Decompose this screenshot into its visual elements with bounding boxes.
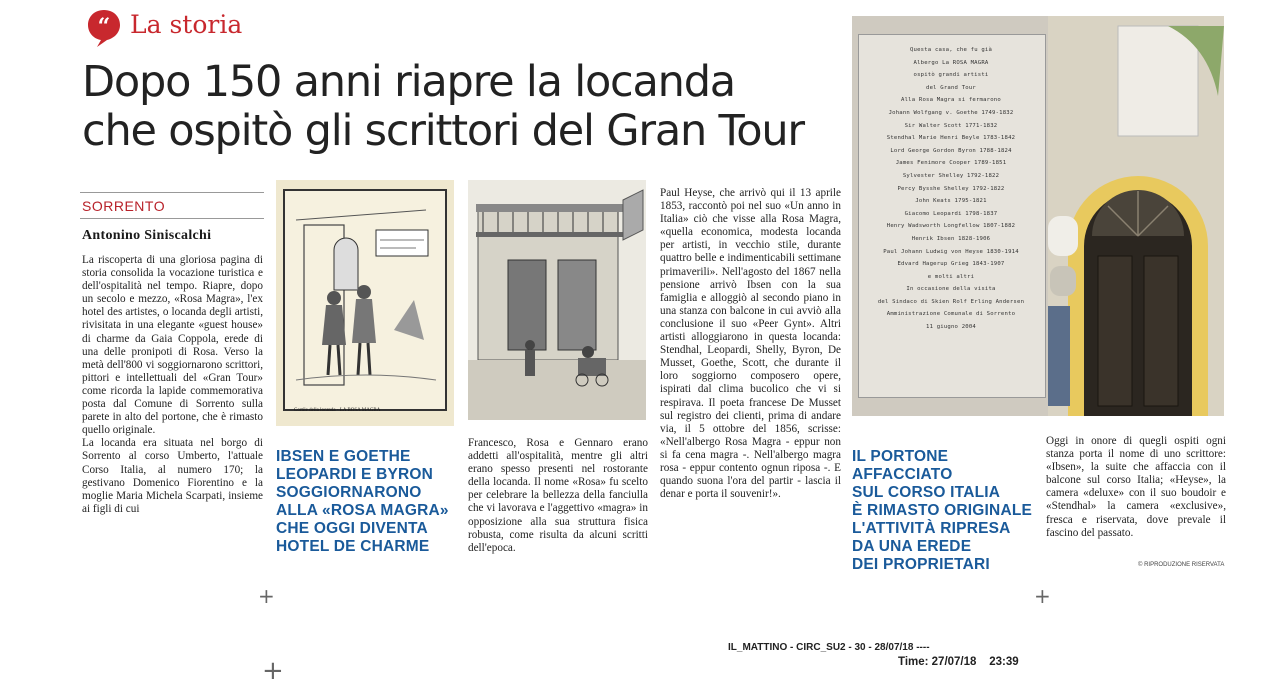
article-paragraph-6: Oggi in onore di quegli ospiti ogni stanza porta il nome di uno scrittore: «Ibsen», la suite che affaccia con il balcone sul corso Italia; «Heyse», la camera «deluxe» con il suo boudoir e «Stendhal» la camera «exclusive», fresca e riservata, dove prevale il fascino del passato. [1046, 435, 1226, 539]
print-time: Time: 27/07/18 23:39 [898, 656, 1019, 668]
plaque-line: Johann Wolfgang v. Goethe 1749-1832 [888, 109, 1014, 116]
pull-quote-1-line: ALLA «ROSA MAGRA» [276, 502, 449, 519]
plaque-line: Edvard Hagerup Grieg 1843-1907 [897, 261, 1005, 268]
plaque-line: Paul Johann Ludwig von Heyse 1830-1914 [883, 248, 1019, 255]
pull-quote-2-line: È RIMASTO ORIGINALE [852, 502, 1033, 519]
section-rule-bottom [80, 218, 264, 219]
illustration-caption: Cortile della locanda - LA ROSA MAGRA [294, 408, 381, 413]
headline [82, 58, 852, 156]
plaque-line: ospitò grandi artisti [913, 72, 989, 79]
pull-quote-1-line: SOGGIORNARONO [276, 484, 422, 501]
article-column-1 [82, 254, 263, 516]
plaque-line: James Fenimore Cooper 1789-1851 [895, 160, 1007, 167]
pull-quote-2 [852, 448, 1042, 574]
plaque-line: Stendhal Marie Henri Beyle 1783-1842 [886, 135, 1016, 142]
pull-quote-2-line: L'ATTIVITÀ RIPRESA [852, 520, 1011, 537]
copyright-notice: © RIPRODUZIONE RISERVATA [1138, 562, 1225, 568]
article-column-3 [468, 437, 648, 555]
plaque-line: del Sindaco di Skien Rolf Erling Andersen [877, 298, 1025, 305]
article-paragraph-4: Paul Heyse, che arrivò qui il 13 aprile 1853, raccontò poi nel suo «Un anno in Italia» ciò che visse alla Rosa Magra, «quella economica, modesta locanda per artisti, in vecchio stile, durante quattro belle e indimenticabili settimane primaverili». Nell'agosto del 1867 nella pensione arrivò Ibsen con la sua famiglia e alloggiò al secondo piano in una stanza con balcone in cui avviò alla conclusione il suo «Peer Gynt». Altri artisti alloggiarono in questa locanda: Stendhal, Leopardi, Shelly, Byron, De Musset, Goethe, Scott, che durante il loro soggiorno composero opere, ispirati dal clima bucolico che vi si respirava. Il poeta francese De Musset sul registro dei clienti, prima di andare via, il 5 ottobre del 1856, scrisse: «Nell'albergo Rosa Magra - eppur non si fa cena magra -. Nell'albergo magra rosa - eppur contento ognun riposa -. E quando suona l'ora del partir - lascia il denar e porta il souvenir!». [660, 187, 841, 501]
kicker-label: La storia [130, 10, 243, 39]
pull-quote-1-line: HOTEL DE CHARME [276, 538, 430, 555]
crop-mark-plus: + [258, 584, 275, 608]
svg-text:“: “ [97, 14, 111, 40]
pull-quote-1-line: LEOPARDI E BYRON [276, 466, 434, 483]
quote-bubble-icon [86, 8, 122, 48]
plaque-line: Percy Bysshe Shelley 1792-1822 [897, 185, 1005, 192]
illustration-locanda-sketch [276, 180, 454, 426]
plaque-line: Amministrazione Comunale di Sorrento [886, 311, 1016, 318]
headline-line1: Dopo 150 anni riapre la locanda [82, 57, 735, 107]
article-paragraph-3: Francesco, Rosa e Gennaro erano addetti all'ospitalità, mentre gli altri erano spesso presenti nel rostorante della locanda. Il nome «Rosa» fu scelto per celebrare la bellezza della fanciulla che vi lavorava e l'aggettivo «magra» in opposizione alla sua struttura fisica robusta, come risulta da alcuni scritti dell'epoca. [468, 437, 648, 554]
plaque-line: Giacomo Leopardi 1798-1837 [904, 210, 998, 217]
article-paragraph-1: La riscoperta di una gloriosa pagina di storia consolida la vocazione turistica e dell'ospitalità nel tempo. Riapre, dopo un secolo e mezzo, «Rosa Magra», l'ex hotel des artistes, o locanda degli artisti, rivisitata in una elegante «guest house» di charme da Gaia Coppola, erede di una delle pronipoti di Rosa. Verso la metà dell'800 vi soggiornarono scrittori, pittori e intellettuali del «Gran Tour» come ricorda la lapide commemorativa posta dal Comune di Sorrento sulla parete in alto del portone, che è rimasto quello originale. [82, 254, 263, 437]
plaque-line: e molti altri [927, 273, 975, 280]
headline-line2: che ospitò gli scrittori del Gran Tour [82, 106, 804, 156]
illustration-street-engraving [468, 180, 646, 420]
crop-mark-plus: + [262, 656, 284, 686]
pull-quote-1-line: CHE OGGI DIVENTA [276, 520, 428, 537]
article-column-6 [1046, 435, 1226, 540]
plaque-line: Lord George Gordon Byron 1788-1824 [890, 147, 1012, 154]
pull-quote-2-line: SUL CORSO ITALIA [852, 484, 1001, 501]
section-label: SORRENTO [82, 198, 166, 214]
photo-original-doorway [1048, 16, 1224, 416]
section-rule-top [80, 192, 264, 193]
photo-commemorative-plaque [852, 16, 1048, 416]
article-paragraph-2: La locanda era situata nel borgo di Sorrento al corso Umberto, l'attuale Corso Italia, al numero 170; la gestivano Domenico Fiorentino e la moglie Maria Michela Scarpati, insieme ai figli di cui [82, 437, 263, 515]
pull-quote-1 [276, 448, 456, 556]
plaque-line: John Keats 1795-1821 [915, 198, 987, 205]
crop-mark-plus: + [1034, 584, 1051, 608]
plaque-line: del Grand Tour [926, 84, 976, 91]
pull-quote-2-line: IL PORTONE AFFACCIATO [852, 448, 953, 483]
plaque-line: Sir Walter Scott 1771-1832 [904, 122, 998, 129]
plaque-line: Albergo La ROSA MAGRA [913, 59, 989, 66]
pull-quote-2-line: DA UNA EREDE [852, 538, 972, 555]
plaque-line: Henry Wadsworth Longfellow 1807-1882 [886, 223, 1016, 230]
plaque-text [862, 44, 1040, 334]
print-slug: IL_MATTINO - CIRC_SU2 - 30 - 28/07/18 ---- [728, 642, 930, 653]
plaque-line: Alla Rosa Magra si fermarono [901, 97, 1001, 104]
plaque-line: Henrik Ibsen 1828-1906 [911, 235, 991, 242]
plaque-line: Sylvester Shelley 1792-1822 [902, 172, 1000, 179]
plaque-line: In occasione della visita [906, 286, 996, 293]
byline: Antonino Siniscalchi [82, 228, 212, 243]
plaque-line: Questa casa, che fu già [909, 47, 993, 53]
article-column-4 [660, 187, 841, 501]
pull-quote-2-line: DEI PROPRIETARI [852, 556, 990, 573]
pull-quote-1-line: IBSEN E GOETHE [276, 448, 411, 465]
plaque-line: 11 giugno 2004 [926, 324, 976, 331]
